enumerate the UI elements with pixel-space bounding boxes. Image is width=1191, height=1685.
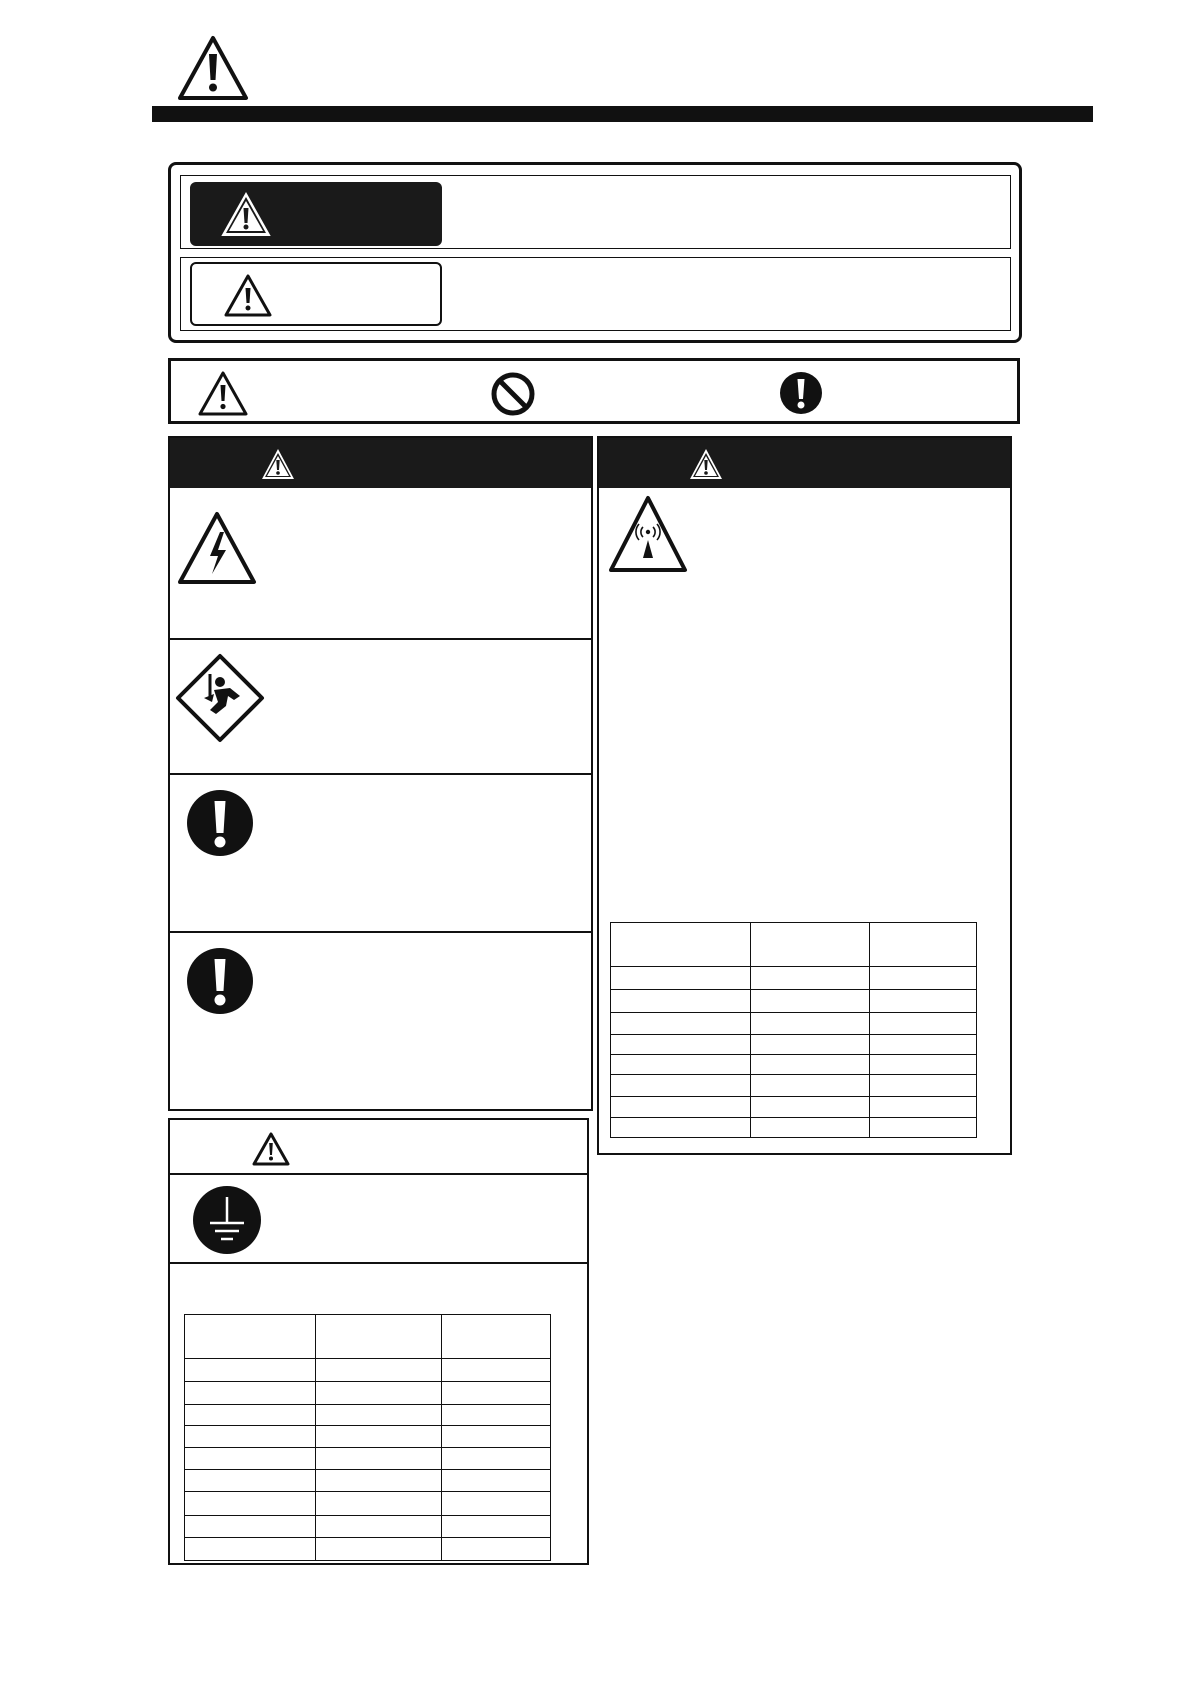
warning-triangle-icon <box>220 190 272 238</box>
table-cell <box>870 1097 977 1118</box>
table-cell <box>442 1405 551 1426</box>
table-cell <box>442 1470 551 1492</box>
warning-badge <box>190 182 442 246</box>
table-cell <box>185 1538 316 1561</box>
table-cell <box>185 1516 316 1538</box>
table-cell <box>751 1013 870 1035</box>
table-cell <box>870 1075 977 1097</box>
mandatory-action-icon <box>186 789 254 857</box>
table-cell <box>870 967 977 990</box>
legend-row-warning <box>180 175 1011 249</box>
table-row <box>185 1382 551 1405</box>
table-cell <box>611 1055 751 1075</box>
table-cell <box>442 1492 551 1516</box>
table-header-row <box>185 1315 551 1359</box>
table-cell <box>316 1448 442 1470</box>
radio-frequency-radiation-icon <box>607 494 689 574</box>
warning-triangle-icon <box>197 369 249 417</box>
table-cell <box>870 923 977 967</box>
table-row <box>185 1405 551 1426</box>
table-row <box>611 1075 977 1097</box>
table-row <box>611 1097 977 1118</box>
table-cell <box>611 967 751 990</box>
table-cell <box>442 1448 551 1470</box>
legend-row-caution <box>180 257 1011 331</box>
table-cell <box>611 1118 751 1138</box>
table-row <box>185 1538 551 1561</box>
table-cell <box>751 1118 870 1138</box>
table-header-row <box>611 923 977 967</box>
warning-triangle-icon <box>252 1131 290 1167</box>
table-cell <box>185 1470 316 1492</box>
warning-panel-left <box>168 436 593 1111</box>
page-title-warning-icon <box>176 34 250 102</box>
table-cell <box>442 1382 551 1405</box>
table-row <box>185 1470 551 1492</box>
warning-entry-electric-shock <box>170 488 591 640</box>
table-cell <box>442 1516 551 1538</box>
table-cell <box>751 1055 870 1075</box>
falling-person-icon <box>174 652 266 744</box>
warning-triangle-icon <box>260 447 296 481</box>
table-row <box>611 1013 977 1035</box>
radiation-distance-table <box>610 922 977 1138</box>
table-cell <box>185 1448 316 1470</box>
table-cell <box>185 1405 316 1426</box>
table-cell <box>870 1035 977 1055</box>
warning-entry-mandatory-2 <box>170 933 591 1109</box>
table-cell <box>316 1538 442 1561</box>
title-rule <box>152 106 1093 122</box>
mandatory-action-icon <box>186 947 254 1015</box>
table-cell <box>751 923 870 967</box>
table-row <box>185 1426 551 1448</box>
table-cell <box>751 967 870 990</box>
signal-word-legend <box>168 162 1022 343</box>
table-row <box>185 1492 551 1516</box>
table-cell <box>611 990 751 1013</box>
table-cell <box>442 1538 551 1561</box>
table-row <box>611 1035 977 1055</box>
electric-shock-icon <box>176 510 258 586</box>
table-cell <box>316 1382 442 1405</box>
table-row <box>611 967 977 990</box>
table-cell <box>316 1315 442 1359</box>
caution-table <box>184 1314 551 1561</box>
table-cell <box>185 1359 316 1382</box>
warning-panel-left-header <box>170 438 591 488</box>
table-cell <box>185 1492 316 1516</box>
warning-triangle-icon <box>222 271 274 319</box>
table-cell <box>870 1118 977 1138</box>
caution-entry-ground <box>170 1175 587 1264</box>
table-cell <box>870 1013 977 1035</box>
symbol-meaning-strip <box>168 358 1020 424</box>
caution-badge <box>190 262 442 326</box>
caution-panel <box>168 1118 589 1565</box>
table-cell <box>442 1359 551 1382</box>
table-row <box>611 1118 977 1138</box>
mandatory-action-icon <box>779 371 823 415</box>
table-cell <box>442 1315 551 1359</box>
table-cell <box>316 1516 442 1538</box>
table-row <box>185 1359 551 1382</box>
warning-entry-mandatory-1 <box>170 775 591 933</box>
table-cell <box>316 1359 442 1382</box>
table-cell <box>611 1075 751 1097</box>
table-cell <box>611 1013 751 1035</box>
table-cell <box>316 1470 442 1492</box>
table-cell <box>185 1315 316 1359</box>
table-cell <box>316 1492 442 1516</box>
warning-entry-fall-hazard <box>170 640 591 775</box>
table-cell <box>611 923 751 967</box>
table-cell <box>870 1055 977 1075</box>
ground-icon <box>192 1185 262 1255</box>
table-row <box>185 1516 551 1538</box>
caution-panel-header <box>170 1120 587 1175</box>
table-cell <box>185 1382 316 1405</box>
table-cell <box>751 1097 870 1118</box>
table-cell <box>442 1426 551 1448</box>
table-cell <box>611 1035 751 1055</box>
table-cell <box>316 1405 442 1426</box>
table-row <box>185 1448 551 1470</box>
warning-panel-right-header <box>599 438 1010 488</box>
table-cell <box>751 1035 870 1055</box>
table-cell <box>870 990 977 1013</box>
table-cell <box>751 990 870 1013</box>
table-cell <box>611 1097 751 1118</box>
table-cell <box>185 1426 316 1448</box>
table-row <box>611 1055 977 1075</box>
table-cell <box>751 1075 870 1097</box>
warning-panel-right <box>597 436 1012 1155</box>
prohibition-icon <box>490 371 536 417</box>
table-cell <box>316 1426 442 1448</box>
table-row <box>611 990 977 1013</box>
warning-triangle-icon <box>688 447 724 481</box>
